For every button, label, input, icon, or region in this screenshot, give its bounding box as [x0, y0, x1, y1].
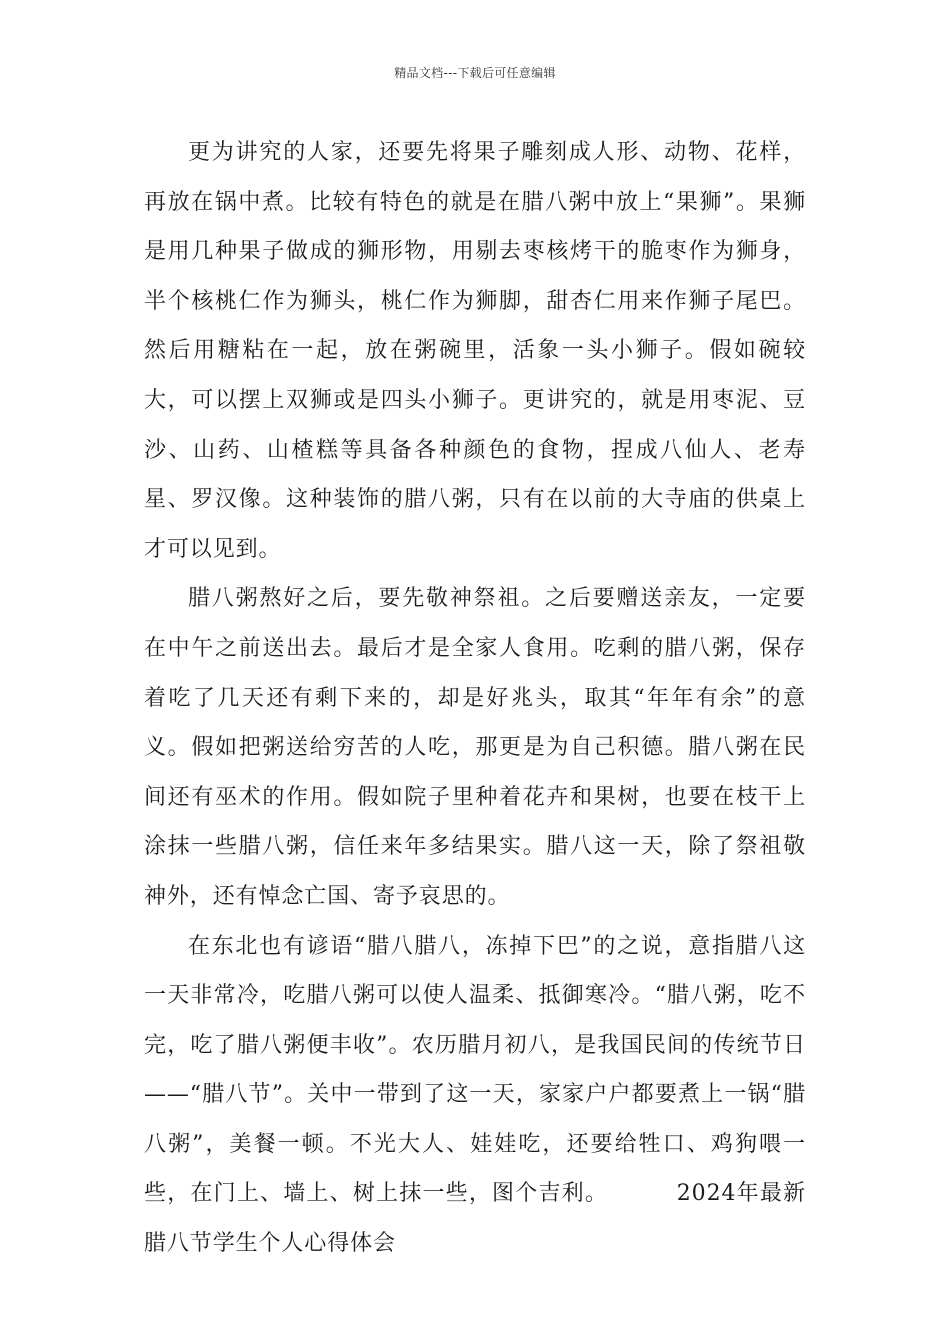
paragraph-fruit-lion: 更为讲究的人家，还要先将果子雕刻成人形、动物、花样，再放在锅中煮。比较有特色的就是在腊八粥中放上“果狮”。果狮是用几种果子做成的狮形物，用剔去枣核烤干的脆枣作为狮身，半个核桃仁作为狮头，桃仁作为狮脚，甜杏仁用来作狮子尾巴。然后用糖粘在一起，放在粥碗里，活象一头小狮子。假如碗较大，可以摆上双狮或是四头小狮子。更讲究的，就是用枣泥、豆沙、山药、山楂糕等具备各种颜色的食物，捏成八仙人、老寿星、罗汉像。这种装饰的腊八粥，只有在以前的大寺庙的供桌上才可以见到。	[144, 140, 806, 562]
paragraph-offering: 腊八粥熬好之后，要先敬神祭祖。之后要赠送亲友，一定要在中午之前送出去。最后才是全家人食用。吃剩的腊八粥，保存着吃了几天还有剩下来的，却是好兆头，取其“年年有余”的意义。假如把粥送给穷苦的人吃，那更是为自己积德。腊八粥在民间还有巫术的作用。假如院子里种着花卉和果树，也要在枝干上涂抹一些腊八粥，信任来年多结果实。腊八这一天，除了祭祖敬神外，还有悼念亡国、寄予哀思的。	[144, 586, 806, 909]
paragraph-northeast-saying-text: 在东北也有谚语“腊八腊八，冻掉下巴”的之说，意指腊八这一天非常冷，吃腊八粥可以使人温柔、抵御寒冷。“腊八粥，吃不完，吃了腊八粥便丰收”。农历腊月初八，是我国民间的传统节日——“腊八节”。关中一带到了这一天，家家户户都要煮上一锅“腊八粥”，美餐一顿。不光大人、娃娃吃，还要给牲口、鸡狗喂一些，在门上、墙上、树上抹一些，图个吉利。	[144, 933, 806, 1207]
document-body	[144, 128, 806, 1269]
trailing-title: 2024年最新腊八节学生个人心得体会	[144, 1181, 806, 1257]
page-header: 精品文档---下载后可任意编辑	[394, 66, 556, 80]
paragraph-northeast-saying	[144, 922, 806, 1269]
